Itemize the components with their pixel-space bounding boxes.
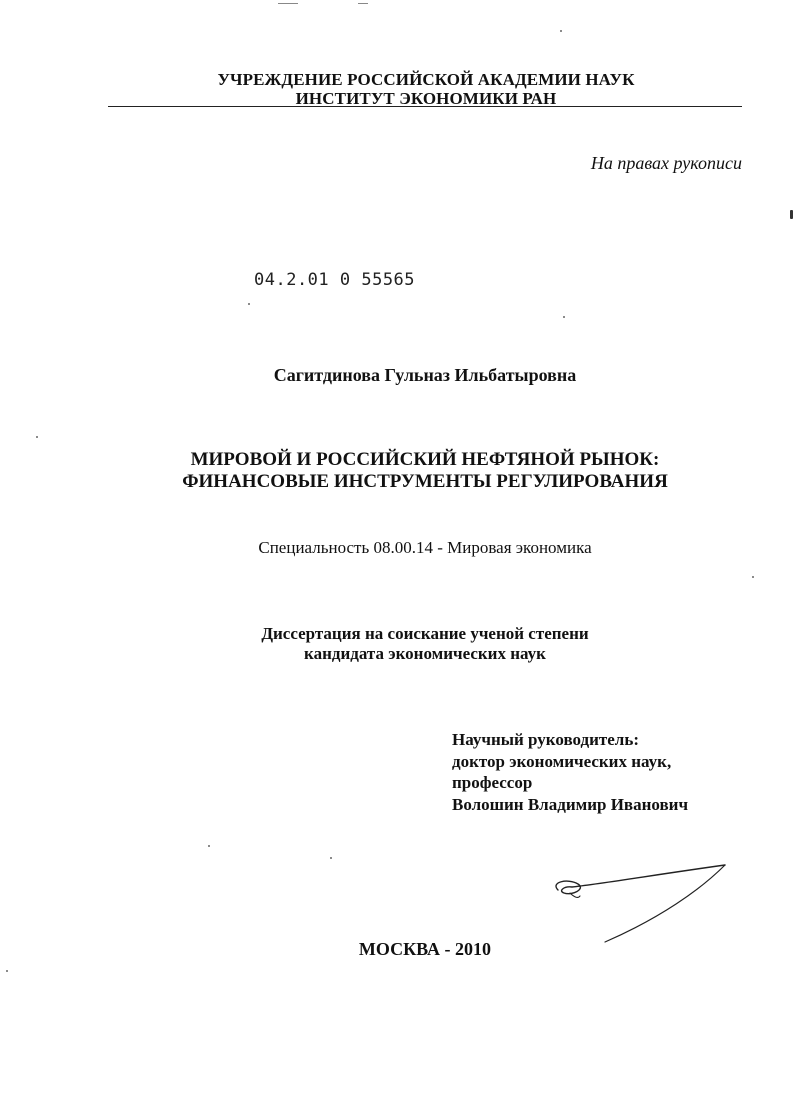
institution-line-2: ИНСТИТУТ ЭКОНОМИКИ РАН	[295, 89, 557, 108]
registration-number: 04.2.01 0 55565	[254, 270, 416, 290]
supervisor-block	[452, 729, 752, 815]
scan-speck	[790, 210, 793, 219]
scan-speck	[248, 303, 250, 305]
supervisor-credentials: доктор экономических наук,	[452, 751, 672, 771]
author-name: Сагитдинова Гульназ Ильбатыровна	[273, 365, 577, 385]
institution-line-1: УЧРЕЖДЕНИЕ РОССИЙСКОЙ АКАДЕМИИ НАУК	[217, 70, 635, 89]
dissertation-title	[100, 449, 750, 493]
scan-speck	[330, 857, 332, 859]
scan-speck	[278, 3, 298, 4]
degree-line-2: кандидата экономических наук	[304, 644, 546, 663]
specialty: Специальность 08.00.14 - Мировая экономика	[258, 538, 592, 557]
signature-icon	[550, 860, 740, 950]
scan-speck	[752, 576, 754, 578]
city-and-year: МОСКВА - 2010	[358, 939, 492, 959]
scan-speck	[6, 970, 8, 972]
manuscript-note: На правах рукописи	[590, 153, 742, 173]
scan-speck	[563, 316, 565, 318]
title-line-2: ФИНАНСОВЫЕ ИНСТРУМЕНТЫ РЕГУЛИРОВАНИЯ	[182, 471, 668, 492]
institution-header	[110, 70, 742, 108]
header-divider	[108, 106, 742, 107]
supervisor-title: профессор	[452, 773, 533, 792]
degree-line-1: Диссертация на соискание ученой степени	[261, 624, 589, 643]
scan-speck	[358, 3, 368, 4]
supervisor-name: Волошин Владимир Иванович	[452, 794, 689, 814]
supervisor-role: Научный руководитель:	[452, 730, 639, 749]
title-line-1: МИРОВОЙ И РОССИЙСКИЙ НЕФТЯНОЙ РЫНОК:	[190, 449, 660, 470]
scan-speck	[208, 845, 210, 847]
scan-speck	[560, 30, 562, 32]
degree-statement	[100, 624, 750, 664]
scan-speck	[36, 436, 38, 438]
